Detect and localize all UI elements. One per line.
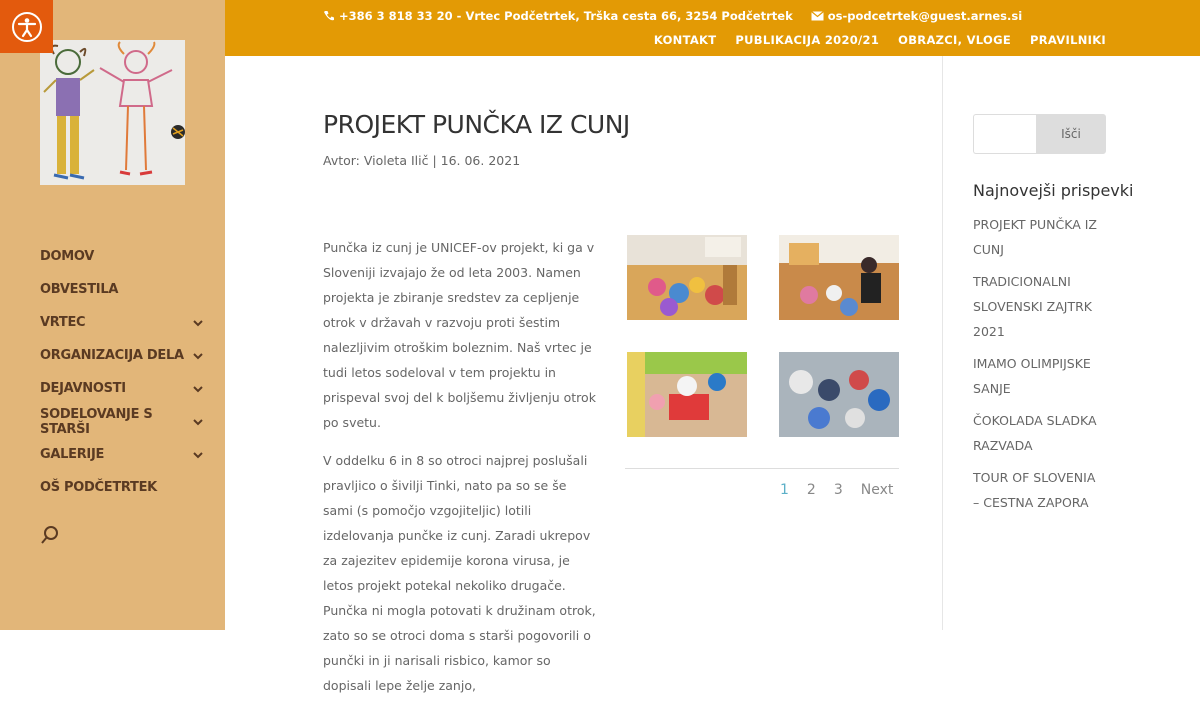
- recent-post-link[interactable]: PROJEKT PUNČKA IZ CUNJ: [973, 217, 1097, 257]
- phone-text: +386 3 818 33 20 - Vrtec Podčetrtek, Trška cesta 66, 3254 Podčetrtek: [339, 9, 793, 23]
- nav-item-dejavnosti[interactable]: [40, 372, 210, 405]
- chevron-down-icon[interactable]: [192, 383, 204, 395]
- chevron-down-icon[interactable]: [192, 416, 204, 428]
- recent-posts-list: [973, 212, 1098, 522]
- nav-item-organizacija-dela[interactable]: [40, 339, 210, 372]
- post-paragraph: Punčka iz cunj je UNICEF-ov projekt, ki ga v Sloveniji izvajajo že od leta 2003. Namen projekta je zbiranje sredstev za cepljenje otrok v državah v razvoju proti šestim nalezljivim otroškim boleznim. Naš vrtec je tudi letos sodeloval v tem projektu in prispeval svoj del k boljšemu življenju otrok po svetu.: [323, 240, 596, 430]
- search-button[interactable]: Išči: [1036, 114, 1106, 154]
- nav-item-sodelovanje-s-starsi[interactable]: [40, 405, 210, 438]
- nav-item-label: ORGANIZACIJA DELA: [40, 348, 184, 363]
- recent-post-link[interactable]: ČOKOLADA SLADKA RAZVADA: [973, 413, 1097, 453]
- sidebar-divider: [942, 56, 943, 630]
- top-bar: [225, 0, 1200, 56]
- phone-info: [323, 9, 793, 23]
- nav-item-label: GALERIJE: [40, 447, 105, 462]
- pager-next[interactable]: Next: [860, 482, 894, 498]
- top-menu-publikacija[interactable]: PUBLIKACIJA 2020/21: [735, 33, 880, 47]
- top-menu-obrazci-vloge[interactable]: OBRAZCI, VLOGE: [898, 33, 1011, 47]
- post-meta: Avtor: Violeta Ilič | 16. 06. 2021: [323, 153, 521, 168]
- post-paragraph: V oddelku 6 in 8 so otroci najprej poslušali pravljico o šivilji Tinki, nato pa so se še sami (s pomočjo vzgojiteljic) lotili izdelovanja punčke iz cunj. Zaradi ukrepov za zajezitev epidemije korona virusa, je letos projekt potekal nekoliko drugače. Punčka ni mogla potovati k družinam otrok, zato so se otroci doma s starši pogovorili o punčki in ji narisali risbico, kamor so dopisali lepe želje zanjo,: [323, 453, 596, 693]
- gallery-divider: [625, 468, 899, 469]
- top-menu: [654, 33, 1106, 47]
- search-input[interactable]: [973, 114, 1036, 154]
- gallery-thumb[interactable]: [627, 352, 747, 437]
- nav-item-label: OŠ PODČETRTEK: [40, 480, 157, 495]
- nav-item-obvestila[interactable]: [40, 273, 210, 306]
- main-nav: [40, 240, 210, 504]
- chevron-down-icon[interactable]: [192, 317, 204, 329]
- post-title: PROJEKT PUNČKA IZ CUNJ: [323, 110, 630, 139]
- email-link[interactable]: os-podcetrtek@guest.arnes.si: [827, 9, 1023, 23]
- chevron-down-icon[interactable]: [192, 449, 204, 461]
- nav-item-os-podcetrtek[interactable]: [40, 471, 210, 504]
- gallery-thumb[interactable]: [779, 235, 899, 320]
- recent-post-link[interactable]: IMAMO OLIMPIJSKE SANJE: [973, 356, 1091, 396]
- left-sidebar: [0, 0, 225, 630]
- post-body: [323, 235, 598, 711]
- gallery-thumb[interactable]: [627, 235, 747, 320]
- recent-post-link[interactable]: TRADICIONALNI SLOVENSKI ZAJTRK 2021: [973, 274, 1092, 339]
- nav-item-label: VRTEC: [40, 315, 86, 330]
- nav-item-label: DEJAVNOSTI: [40, 381, 126, 396]
- pager-page-2[interactable]: 2: [806, 482, 816, 498]
- email-icon: [811, 11, 824, 21]
- gallery-pagination: [780, 482, 893, 498]
- contact-info: [323, 9, 1022, 23]
- nav-item-vrtec[interactable]: [40, 306, 210, 339]
- nav-item-label: DOMOV: [40, 249, 95, 264]
- accessibility-icon: [12, 12, 42, 42]
- top-menu-kontakt[interactable]: KONTAKT: [653, 33, 717, 47]
- search-widget: [973, 114, 1106, 154]
- pager-page-3[interactable]: 3: [833, 482, 843, 498]
- phone-icon: [323, 10, 335, 22]
- recent-posts-title: Najnovejši prispevki: [973, 181, 1134, 200]
- gallery-thumb[interactable]: [779, 352, 899, 437]
- accessibility-button[interactable]: [0, 0, 53, 53]
- main-content: [323, 110, 903, 693]
- chevron-down-icon[interactable]: [192, 350, 204, 362]
- search-icon[interactable]: [40, 525, 60, 545]
- email-info[interactable]: [811, 9, 1022, 23]
- recent-post-link[interactable]: TOUR OF SLOVENIA – CESTNA ZAPORA: [973, 470, 1096, 510]
- top-menu-pravilniki[interactable]: PRAVILNIKI: [1029, 33, 1106, 47]
- nav-item-galerije[interactable]: [40, 438, 210, 471]
- nav-item-label: OBVESTILA: [40, 282, 119, 297]
- nav-item-label: SODELOVANJE S STARŠI: [40, 406, 153, 437]
- site-logo[interactable]: [40, 40, 185, 185]
- nav-item-domov[interactable]: [40, 240, 210, 273]
- pager-page-1[interactable]: 1: [780, 482, 789, 498]
